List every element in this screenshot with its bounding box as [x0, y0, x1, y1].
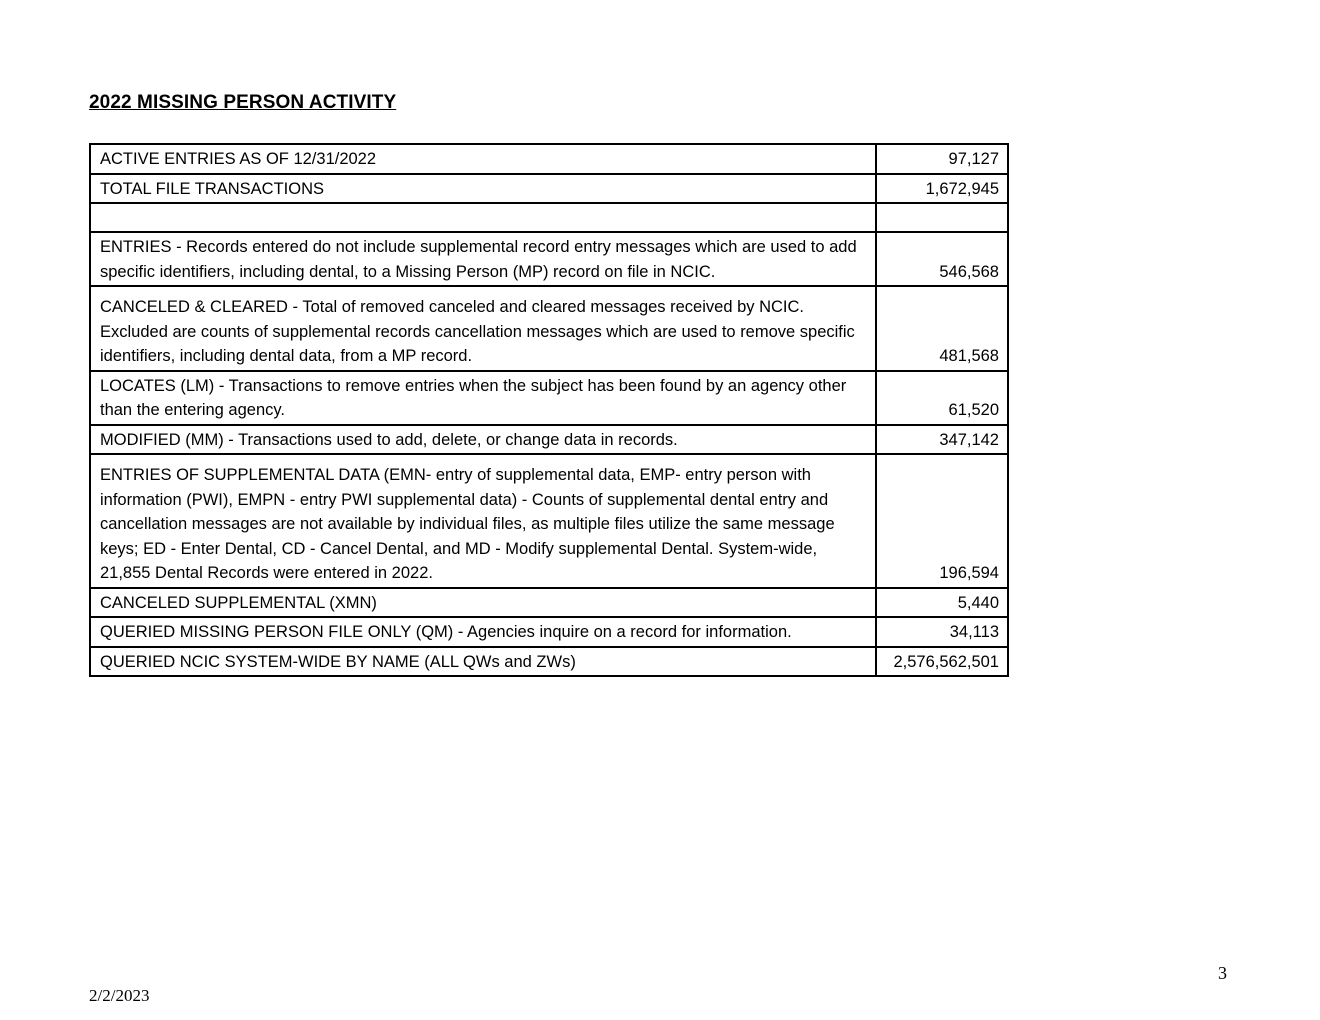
row-label: MODIFIED (MM) - Transactions used to add, delete, or change data in records. — [90, 425, 876, 455]
row-value: 481,568 — [876, 286, 1008, 371]
table-row-queried-system-wide — [90, 647, 1008, 677]
row-label: CANCELED SUPPLEMENTAL (XMN) — [90, 588, 876, 618]
page-number: 3 — [1218, 963, 1227, 983]
row-label: CANCELED & CLEARED - Total of removed canceled and cleared messages received by NCIC. Excluded are counts of supplemental records cancellation messages which are used to remove specific identifiers, including dental data, from a MP record. — [90, 286, 876, 371]
page-title: 2022 MISSING PERSON ACTIVITY — [89, 92, 397, 113]
table-row-canceled-cleared — [90, 286, 1008, 371]
table-row-total-transactions — [90, 174, 1008, 204]
row-label: QUERIED MISSING PERSON FILE ONLY (QM) - Agencies inquire on a record for information. — [90, 617, 876, 647]
row-label: ENTRIES OF SUPPLEMENTAL DATA (EMN- entry of supplemental data, EMP- entry person with information (PWI), EMPN - entry PWI supplemental data) - Counts of supplemental dental entry and cancellation messages are not available by individual files, as multiple files utilize the same message keys; ED - Enter Dental, CD - Cancel Dental, and MD - Modify supplemental Dental. System-wide, 21,855 Dental Records were entered in 2022. — [90, 454, 876, 588]
row-value: 546,568 — [876, 232, 1008, 286]
row-value: 61,520 — [876, 371, 1008, 425]
row-value: 1,672,945 — [876, 174, 1008, 204]
row-value: 196,594 — [876, 454, 1008, 588]
table-row-queried-mp-file — [90, 617, 1008, 647]
row-value — [876, 203, 1008, 232]
row-label: QUERIED NCIC SYSTEM-WIDE BY NAME (ALL QWs and ZWs) — [90, 647, 876, 677]
row-value: 347,142 — [876, 425, 1008, 455]
table-row-entries — [90, 232, 1008, 286]
activity-table — [89, 143, 1009, 677]
table-row-modified — [90, 425, 1008, 455]
table-row-supplemental-entries — [90, 454, 1008, 588]
table-row-blank — [90, 203, 1008, 232]
row-label: TOTAL FILE TRANSACTIONS — [90, 174, 876, 204]
row-value: 34,113 — [876, 617, 1008, 647]
table-row-active-entries — [90, 144, 1008, 174]
row-label: ACTIVE ENTRIES AS OF 12/31/2022 — [90, 144, 876, 174]
table-row-locates — [90, 371, 1008, 425]
footer-date: 2/2/2023 — [89, 986, 150, 1005]
row-value: 97,127 — [876, 144, 1008, 174]
row-label — [90, 203, 876, 232]
row-value: 5,440 — [876, 588, 1008, 618]
row-label: ENTRIES - Records entered do not include supplemental record entry messages which are used to add specific identifiers, including dental, to a Missing Person (MP) record on file in NCIC. — [90, 232, 876, 286]
table-row-canceled-supplemental — [90, 588, 1008, 618]
row-value: 2,576,562,501 — [876, 647, 1008, 677]
row-label: LOCATES (LM) - Transactions to remove entries when the subject has been found by an agency other than the entering agency. — [90, 371, 876, 425]
